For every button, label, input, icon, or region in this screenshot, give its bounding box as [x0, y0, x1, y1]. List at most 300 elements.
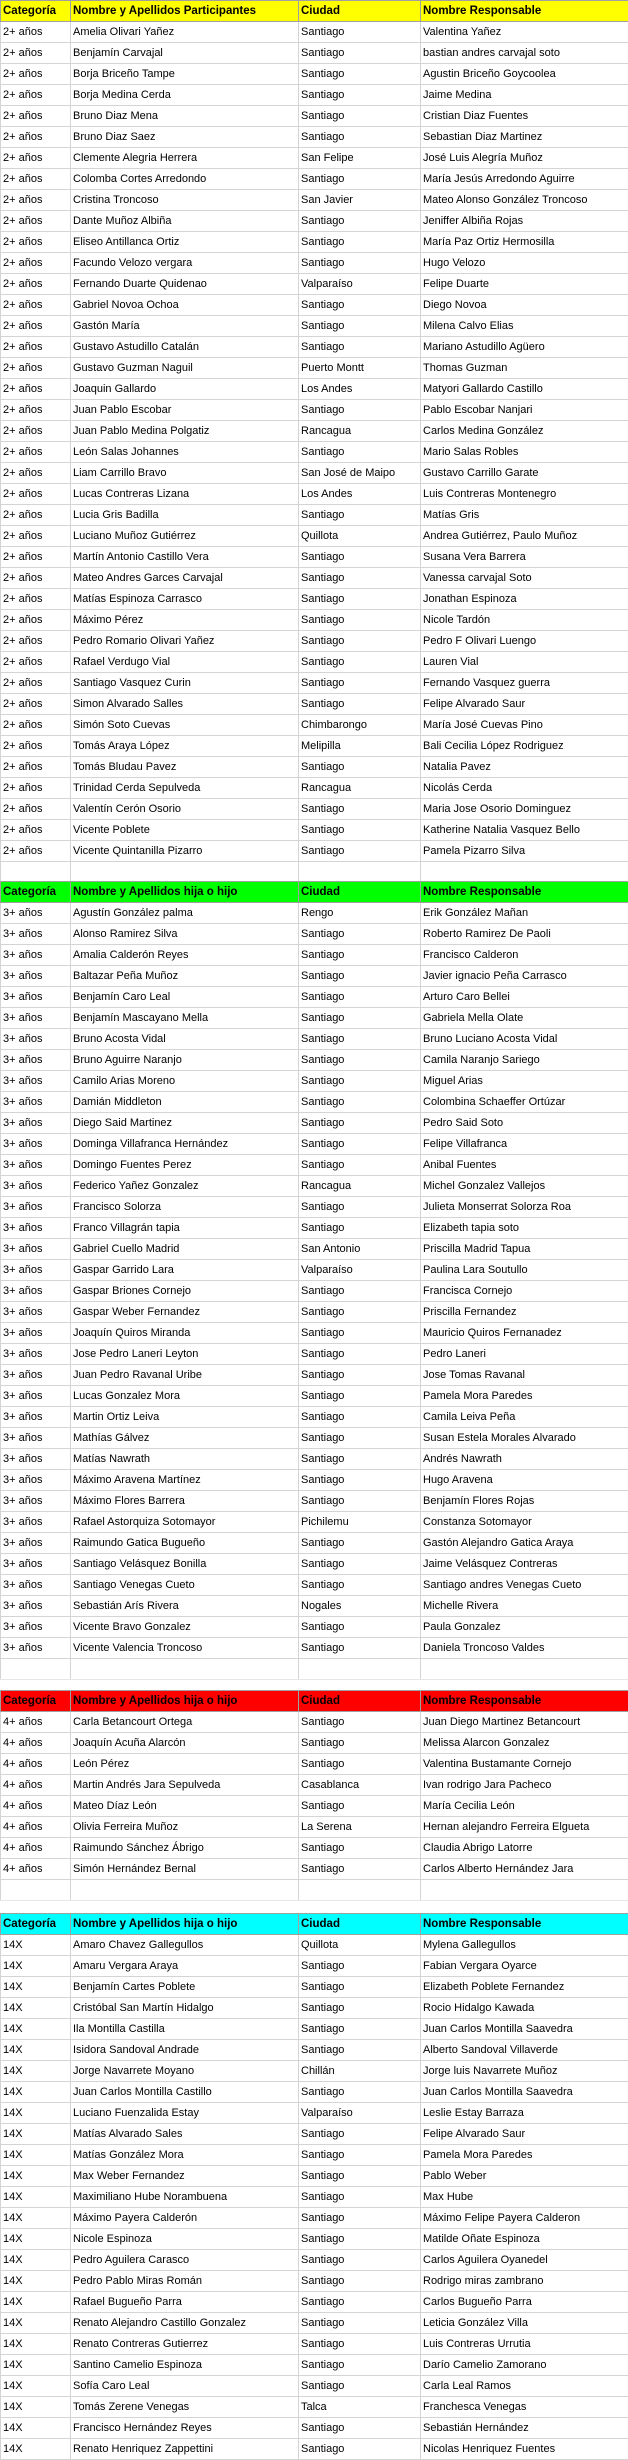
- responsible-cell[interactable]: Pamela Mora Paredes: [421, 2145, 628, 2166]
- participant-cell[interactable]: Renato Henriquez Zappettini: [71, 2439, 299, 2460]
- city-cell[interactable]: Santiago: [299, 610, 421, 631]
- category-cell[interactable]: 14X: [1, 1935, 71, 1956]
- city-cell[interactable]: Santiago: [299, 211, 421, 232]
- participant-cell[interactable]: Lucas Gonzalez Mora: [71, 1386, 299, 1407]
- participant-cell[interactable]: Santiago Venegas Cueto: [71, 1575, 299, 1596]
- participant-cell[interactable]: Pedro Aguilera Carasco: [71, 2250, 299, 2271]
- city-cell[interactable]: Santiago: [299, 841, 421, 862]
- city-cell[interactable]: Santiago: [299, 1977, 421, 1998]
- category-cell[interactable]: 2+ años: [1, 190, 71, 211]
- city-cell[interactable]: Santiago: [299, 1533, 421, 1554]
- participant-cell[interactable]: Benjamín Mascayano Mella: [71, 1008, 299, 1029]
- category-cell[interactable]: 3+ años: [1, 1596, 71, 1617]
- city-cell[interactable]: Santiago: [299, 1470, 421, 1491]
- participant-cell[interactable]: León Salas Johannes: [71, 442, 299, 463]
- participant-cell[interactable]: Máximo Aravena Martínez: [71, 1470, 299, 1491]
- category-cell[interactable]: 3+ años: [1, 1344, 71, 1365]
- responsible-cell[interactable]: Nicolas Henriquez Fuentes: [421, 2439, 628, 2460]
- category-cell[interactable]: 2+ años: [1, 505, 71, 526]
- responsible-cell[interactable]: Pedro Said Soto: [421, 1113, 628, 1134]
- city-cell[interactable]: Rancagua: [299, 421, 421, 442]
- category-cell[interactable]: 4+ años: [1, 1796, 71, 1817]
- responsible-cell[interactable]: Jeniffer Albiña Rojas: [421, 211, 628, 232]
- city-cell[interactable]: Santiago: [299, 673, 421, 694]
- category-cell[interactable]: 14X: [1, 1956, 71, 1977]
- participant-cell[interactable]: Santiago Vasquez Curin: [71, 673, 299, 694]
- category-cell[interactable]: 2+ años: [1, 841, 71, 862]
- participant-cell[interactable]: Vicente Bravo Gonzalez: [71, 1617, 299, 1638]
- participant-cell[interactable]: Pedro Romario Olivari Yañez: [71, 631, 299, 652]
- city-cell[interactable]: Santiago: [299, 316, 421, 337]
- participant-cell[interactable]: Mateo Díaz León: [71, 1796, 299, 1817]
- category-cell[interactable]: 3+ años: [1, 1491, 71, 1512]
- responsible-cell[interactable]: Thomas Guzman: [421, 358, 628, 379]
- city-cell[interactable]: Santiago: [299, 820, 421, 841]
- responsible-cell[interactable]: Paulina Lara Soutullo: [421, 1260, 628, 1281]
- participant-cell[interactable]: Raimundo Sánchez Ábrigo: [71, 1838, 299, 1859]
- category-cell[interactable]: 2+ años: [1, 547, 71, 568]
- participant-cell[interactable]: Valentín Cerón Osorio: [71, 799, 299, 820]
- city-cell[interactable]: Santiago: [299, 1712, 421, 1733]
- participant-cell[interactable]: Mathías Gálvez: [71, 1428, 299, 1449]
- responsible-cell[interactable]: Nicolás Cerda: [421, 778, 628, 799]
- city-cell[interactable]: Santiago: [299, 232, 421, 253]
- responsible-cell[interactable]: Jorge luis Navarrete Muñoz: [421, 2061, 628, 2082]
- responsible-cell[interactable]: Mylena Gallegullos: [421, 1935, 628, 1956]
- participant-cell[interactable]: Isidora Sandoval Andrade: [71, 2040, 299, 2061]
- city-cell[interactable]: Los Andes: [299, 484, 421, 505]
- category-cell[interactable]: 2+ años: [1, 442, 71, 463]
- category-cell[interactable]: 3+ años: [1, 945, 71, 966]
- city-cell[interactable]: Santiago: [299, 2208, 421, 2229]
- responsible-cell[interactable]: Rodrigo miras zambrano: [421, 2271, 628, 2292]
- city-cell[interactable]: Santiago: [299, 2229, 421, 2250]
- participant-cell[interactable]: Simón Hernández Bernal: [71, 1859, 299, 1880]
- category-cell[interactable]: 2+ años: [1, 589, 71, 610]
- category-cell[interactable]: 2+ años: [1, 715, 71, 736]
- responsible-cell[interactable]: Leticia González Villa: [421, 2313, 628, 2334]
- responsible-cell[interactable]: Carlos Aguilera Oyanedel: [421, 2250, 628, 2271]
- category-cell[interactable]: 3+ años: [1, 1113, 71, 1134]
- participant-cell[interactable]: Tomás Zerene Venegas: [71, 2397, 299, 2418]
- empty-cell[interactable]: [71, 862, 299, 883]
- participant-cell[interactable]: León Pérez: [71, 1754, 299, 1775]
- category-cell[interactable]: 3+ años: [1, 1512, 71, 1533]
- city-cell[interactable]: Santiago: [299, 1998, 421, 2019]
- category-cell[interactable]: 2+ años: [1, 799, 71, 820]
- responsible-cell[interactable]: Hugo Velozo: [421, 253, 628, 274]
- participant-cell[interactable]: Tomás Araya López: [71, 736, 299, 757]
- responsible-cell[interactable]: Erik González Mañan: [421, 903, 628, 924]
- participant-cell[interactable]: Benjamín Cartes Poblete: [71, 1977, 299, 1998]
- participant-cell[interactable]: Santino Camelio Espinoza: [71, 2355, 299, 2376]
- category-cell[interactable]: 2+ años: [1, 757, 71, 778]
- participant-cell[interactable]: Jose Pedro Laneri Leyton: [71, 1344, 299, 1365]
- responsible-cell[interactable]: Francisco Calderon: [421, 945, 628, 966]
- participant-cell[interactable]: Matías Alvarado Sales: [71, 2124, 299, 2145]
- city-cell[interactable]: Santiago: [299, 1838, 421, 1859]
- city-cell[interactable]: Puerto Montt: [299, 358, 421, 379]
- city-cell[interactable]: Santiago: [299, 1617, 421, 1638]
- participant-cell[interactable]: Renato Contreras Gutierrez: [71, 2334, 299, 2355]
- responsible-cell[interactable]: Camila Naranjo Sariego: [421, 1050, 628, 1071]
- category-cell[interactable]: 2+ años: [1, 295, 71, 316]
- city-cell[interactable]: Santiago: [299, 2145, 421, 2166]
- responsible-cell[interactable]: Jonathan Espinoza: [421, 589, 628, 610]
- city-cell[interactable]: Santiago: [299, 295, 421, 316]
- city-cell[interactable]: Santiago: [299, 2376, 421, 2397]
- responsible-cell[interactable]: Susana Vera Barrera: [421, 547, 628, 568]
- city-cell[interactable]: Quillota: [299, 1935, 421, 1956]
- category-cell[interactable]: 2+ años: [1, 379, 71, 400]
- responsible-cell[interactable]: Elizabeth Poblete Fernandez: [421, 1977, 628, 1998]
- category-cell[interactable]: 3+ años: [1, 1533, 71, 1554]
- city-cell[interactable]: Pichilemu: [299, 1512, 421, 1533]
- category-cell[interactable]: 2+ años: [1, 463, 71, 484]
- responsible-cell[interactable]: Matías Gris: [421, 505, 628, 526]
- city-cell[interactable]: Santiago: [299, 1733, 421, 1754]
- city-cell[interactable]: Santiago: [299, 987, 421, 1008]
- responsible-cell[interactable]: Hernan alejandro Ferreira Elgueta: [421, 1817, 628, 1838]
- category-cell[interactable]: 2+ años: [1, 694, 71, 715]
- participant-cell[interactable]: Mateo Andres Garces Carvajal: [71, 568, 299, 589]
- category-cell[interactable]: 14X: [1, 2019, 71, 2040]
- category-cell[interactable]: 2+ años: [1, 211, 71, 232]
- city-cell[interactable]: Santiago: [299, 1449, 421, 1470]
- responsible-cell[interactable]: Sebastián Hernández: [421, 2418, 628, 2439]
- participant-cell[interactable]: Max Weber Fernandez: [71, 2166, 299, 2187]
- category-cell[interactable]: 2+ años: [1, 631, 71, 652]
- city-cell[interactable]: Santiago: [299, 1113, 421, 1134]
- city-cell[interactable]: Talca: [299, 2397, 421, 2418]
- city-cell[interactable]: Santiago: [299, 1008, 421, 1029]
- city-cell[interactable]: Santiago: [299, 1956, 421, 1977]
- city-cell[interactable]: Rancagua: [299, 778, 421, 799]
- category-cell[interactable]: 3+ años: [1, 1239, 71, 1260]
- responsible-cell[interactable]: Katherine Natalia Vasquez Bello: [421, 820, 628, 841]
- participant-cell[interactable]: Juan Pedro Ravanal Uribe: [71, 1365, 299, 1386]
- responsible-cell[interactable]: Francisca Cornejo: [421, 1281, 628, 1302]
- responsible-cell[interactable]: Arturo Caro Bellei: [421, 987, 628, 1008]
- participant-cell[interactable]: Máximo Payera Calderón: [71, 2208, 299, 2229]
- city-cell[interactable]: Santiago: [299, 1575, 421, 1596]
- city-cell[interactable]: Santiago: [299, 589, 421, 610]
- category-cell[interactable]: 2+ años: [1, 106, 71, 127]
- responsible-cell[interactable]: Pamela Pizarro Silva: [421, 841, 628, 862]
- participant-cell[interactable]: Amelia Olivari Yañez: [71, 22, 299, 43]
- responsible-cell[interactable]: Ivan rodrigo Jara Pacheco: [421, 1775, 628, 1796]
- category-cell[interactable]: 2+ años: [1, 610, 71, 631]
- category-cell[interactable]: 4+ años: [1, 1775, 71, 1796]
- empty-cell[interactable]: [1, 862, 71, 883]
- responsible-cell[interactable]: Miguel Arias: [421, 1071, 628, 1092]
- city-cell[interactable]: Santiago: [299, 106, 421, 127]
- city-cell[interactable]: Santiago: [299, 2271, 421, 2292]
- category-cell[interactable]: 4+ años: [1, 1712, 71, 1733]
- city-cell[interactable]: Santiago: [299, 1302, 421, 1323]
- responsible-cell[interactable]: Luis Contreras Montenegro: [421, 484, 628, 505]
- category-cell[interactable]: 2+ años: [1, 337, 71, 358]
- participant-cell[interactable]: Sofía Caro Leal: [71, 2376, 299, 2397]
- participant-cell[interactable]: Facundo Velozo vergara: [71, 253, 299, 274]
- participant-cell[interactable]: Clemente Alegria Herrera: [71, 148, 299, 169]
- city-cell[interactable]: La Serena: [299, 1817, 421, 1838]
- responsible-cell[interactable]: Hugo Aravena: [421, 1470, 628, 1491]
- city-cell[interactable]: Valparaíso: [299, 2103, 421, 2124]
- city-cell[interactable]: Santiago: [299, 1218, 421, 1239]
- participant-cell[interactable]: Benjamín Carvajal: [71, 43, 299, 64]
- city-cell[interactable]: Santiago: [299, 1859, 421, 1880]
- category-cell[interactable]: 3+ años: [1, 1029, 71, 1050]
- participant-cell[interactable]: Agustín González palma: [71, 903, 299, 924]
- responsible-cell[interactable]: Alberto Sandoval Villaverde: [421, 2040, 628, 2061]
- responsible-cell[interactable]: Gastón Alejandro Gatica Araya: [421, 1533, 628, 1554]
- city-cell[interactable]: Santiago: [299, 1050, 421, 1071]
- category-cell[interactable]: 2+ años: [1, 358, 71, 379]
- category-cell[interactable]: 14X: [1, 2145, 71, 2166]
- city-cell[interactable]: Santiago: [299, 253, 421, 274]
- participant-cell[interactable]: Luciano Fuenzalida Estay: [71, 2103, 299, 2124]
- city-cell[interactable]: Santiago: [299, 631, 421, 652]
- participant-cell[interactable]: Trinidad Cerda Sepulveda: [71, 778, 299, 799]
- category-cell[interactable]: 2+ años: [1, 316, 71, 337]
- participant-cell[interactable]: Dominga Villafranca Hernández: [71, 1134, 299, 1155]
- responsible-cell[interactable]: Mateo Alonso González Troncoso: [421, 190, 628, 211]
- participant-cell[interactable]: Gaspar Weber Fernandez: [71, 1302, 299, 1323]
- category-cell[interactable]: 14X: [1, 2355, 71, 2376]
- city-cell[interactable]: Santiago: [299, 1754, 421, 1775]
- responsible-cell[interactable]: Claudia Abrigo Latorre: [421, 1838, 628, 1859]
- participant-cell[interactable]: Camilo Arias Moreno: [71, 1071, 299, 1092]
- responsible-cell[interactable]: Maria Jose Osorio Dominguez: [421, 799, 628, 820]
- participant-cell[interactable]: Gabriel Novoa Ochoa: [71, 295, 299, 316]
- city-cell[interactable]: Santiago: [299, 945, 421, 966]
- city-cell[interactable]: Los Andes: [299, 379, 421, 400]
- city-cell[interactable]: Santiago: [299, 1155, 421, 1176]
- city-cell[interactable]: Santiago: [299, 694, 421, 715]
- responsible-cell[interactable]: Priscilla Madrid Tapua: [421, 1239, 628, 1260]
- empty-cell[interactable]: [421, 1659, 628, 1680]
- participant-cell[interactable]: Eliseo Antillanca Ortiz: [71, 232, 299, 253]
- responsible-cell[interactable]: Jaime Velásquez Contreras: [421, 1554, 628, 1575]
- responsible-cell[interactable]: Rocio Hidalgo Kawada: [421, 1998, 628, 2019]
- category-cell[interactable]: 2+ años: [1, 778, 71, 799]
- empty-cell[interactable]: [71, 1880, 299, 1901]
- category-cell[interactable]: 2+ años: [1, 232, 71, 253]
- category-cell[interactable]: 14X: [1, 2103, 71, 2124]
- category-cell[interactable]: 3+ años: [1, 1050, 71, 1071]
- category-cell[interactable]: 14X: [1, 2334, 71, 2355]
- participant-cell[interactable]: Pedro Pablo Miras Román: [71, 2271, 299, 2292]
- responsible-cell[interactable]: María José Cuevas Pino: [421, 715, 628, 736]
- category-cell[interactable]: 3+ años: [1, 1365, 71, 1386]
- responsible-cell[interactable]: Fabian Vergara Oyarce: [421, 1956, 628, 1977]
- city-cell[interactable]: Santiago: [299, 1281, 421, 1302]
- responsible-cell[interactable]: Pedro Laneri: [421, 1344, 628, 1365]
- category-cell[interactable]: 14X: [1, 2040, 71, 2061]
- city-cell[interactable]: Santiago: [299, 924, 421, 945]
- city-cell[interactable]: Santiago: [299, 2019, 421, 2040]
- category-cell[interactable]: 4+ años: [1, 1859, 71, 1880]
- city-cell[interactable]: Rancagua: [299, 1176, 421, 1197]
- participant-cell[interactable]: Vicente Valencia Troncoso: [71, 1638, 299, 1659]
- category-cell[interactable]: 3+ años: [1, 987, 71, 1008]
- category-cell[interactable]: 3+ años: [1, 1008, 71, 1029]
- participant-cell[interactable]: Juan Pablo Medina Polgatiz: [71, 421, 299, 442]
- city-cell[interactable]: Santiago: [299, 2439, 421, 2460]
- participant-cell[interactable]: Martin Andrés Jara Sepulveda: [71, 1775, 299, 1796]
- responsible-cell[interactable]: Mariano Astudillo Agüero: [421, 337, 628, 358]
- city-cell[interactable]: Santiago: [299, 2418, 421, 2439]
- city-cell[interactable]: Santiago: [299, 400, 421, 421]
- participant-cell[interactable]: Carla Betancourt Ortega: [71, 1712, 299, 1733]
- responsible-cell[interactable]: Milena Calvo Elias: [421, 316, 628, 337]
- participant-cell[interactable]: Luciano Muñoz Gutiérrez: [71, 526, 299, 547]
- city-cell[interactable]: Santiago: [299, 652, 421, 673]
- participant-cell[interactable]: Raimundo Gatica Bugueño: [71, 1533, 299, 1554]
- responsible-cell[interactable]: Pedro F Olivari Luengo: [421, 631, 628, 652]
- category-cell[interactable]: 3+ años: [1, 1638, 71, 1659]
- participant-cell[interactable]: Olivia Ferreira Muñoz: [71, 1817, 299, 1838]
- responsible-cell[interactable]: Mario Salas Robles: [421, 442, 628, 463]
- city-cell[interactable]: Santiago: [299, 22, 421, 43]
- participant-cell[interactable]: Matías González Mora: [71, 2145, 299, 2166]
- participant-cell[interactable]: Jorge Navarrete Moyano: [71, 2061, 299, 2082]
- participant-cell[interactable]: Colomba Cortes Arredondo: [71, 169, 299, 190]
- participant-cell[interactable]: Simón Soto Cuevas: [71, 715, 299, 736]
- participant-cell[interactable]: Rafael Astorquiza Sotomayor: [71, 1512, 299, 1533]
- category-cell[interactable]: 3+ años: [1, 1134, 71, 1155]
- responsible-cell[interactable]: Fernando Vasquez guerra: [421, 673, 628, 694]
- participant-cell[interactable]: Maximiliano Hube Norambuena: [71, 2187, 299, 2208]
- participant-cell[interactable]: Máximo Pérez: [71, 610, 299, 631]
- participant-cell[interactable]: Amaru Vergara Araya: [71, 1956, 299, 1977]
- city-cell[interactable]: San Felipe: [299, 148, 421, 169]
- city-cell[interactable]: Santiago: [299, 1365, 421, 1386]
- responsible-cell[interactable]: Benjamín Flores Rojas: [421, 1491, 628, 1512]
- responsible-cell[interactable]: Michelle Rivera: [421, 1596, 628, 1617]
- category-cell[interactable]: 2+ años: [1, 253, 71, 274]
- participant-cell[interactable]: Gustavo Astudillo Catalán: [71, 337, 299, 358]
- category-cell[interactable]: 14X: [1, 2271, 71, 2292]
- empty-cell[interactable]: [421, 1880, 628, 1901]
- responsible-cell[interactable]: Vanessa carvajal Soto: [421, 568, 628, 589]
- participant-cell[interactable]: Tomás Bludau Pavez: [71, 757, 299, 778]
- responsible-cell[interactable]: Camila Leiva Peña: [421, 1407, 628, 1428]
- participant-cell[interactable]: Gustavo Guzman Naguil: [71, 358, 299, 379]
- city-cell[interactable]: Santiago: [299, 1344, 421, 1365]
- responsible-cell[interactable]: Valentina Yañez: [421, 22, 628, 43]
- participant-cell[interactable]: Juan Carlos Montilla Castillo: [71, 2082, 299, 2103]
- category-cell[interactable]: 2+ años: [1, 652, 71, 673]
- participant-cell[interactable]: Amalia Calderón Reyes: [71, 945, 299, 966]
- city-cell[interactable]: Santiago: [299, 1428, 421, 1449]
- participant-cell[interactable]: Joaquín Quiros Miranda: [71, 1323, 299, 1344]
- category-cell[interactable]: 14X: [1, 2187, 71, 2208]
- responsible-cell[interactable]: Natalia Pavez: [421, 757, 628, 778]
- category-cell[interactable]: 4+ años: [1, 1838, 71, 1859]
- participant-cell[interactable]: Franco Villagrán tapia: [71, 1218, 299, 1239]
- category-cell[interactable]: 2+ años: [1, 22, 71, 43]
- category-cell[interactable]: 2+ años: [1, 484, 71, 505]
- participant-cell[interactable]: Gastón María: [71, 316, 299, 337]
- empty-cell[interactable]: [1, 1659, 71, 1680]
- category-cell[interactable]: 3+ años: [1, 1176, 71, 1197]
- responsible-cell[interactable]: Gustavo Carrillo Garate: [421, 463, 628, 484]
- responsible-cell[interactable]: Carla Leal Ramos: [421, 2376, 628, 2397]
- participant-cell[interactable]: Bruno Aguirre Naranjo: [71, 1050, 299, 1071]
- participant-cell[interactable]: Simon Alvarado Salles: [71, 694, 299, 715]
- city-cell[interactable]: Santiago: [299, 64, 421, 85]
- city-cell[interactable]: San Javier: [299, 190, 421, 211]
- category-cell[interactable]: 3+ años: [1, 1260, 71, 1281]
- category-cell[interactable]: 3+ años: [1, 924, 71, 945]
- responsible-cell[interactable]: Andrea Gutiérrez, Paulo Muñoz: [421, 526, 628, 547]
- responsible-cell[interactable]: Pablo Escobar Nanjari: [421, 400, 628, 421]
- category-cell[interactable]: 14X: [1, 2229, 71, 2250]
- participant-cell[interactable]: Rafael Verdugo Vial: [71, 652, 299, 673]
- city-cell[interactable]: Santiago: [299, 2187, 421, 2208]
- responsible-cell[interactable]: Franchesca Venegas: [421, 2397, 628, 2418]
- participant-cell[interactable]: Alonso Ramirez Silva: [71, 924, 299, 945]
- city-cell[interactable]: Santiago: [299, 1134, 421, 1155]
- responsible-cell[interactable]: Juan Carlos Montilla Saavedra: [421, 2082, 628, 2103]
- responsible-cell[interactable]: Elizabeth tapia soto: [421, 1218, 628, 1239]
- empty-cell[interactable]: [1, 1880, 71, 1901]
- participant-cell[interactable]: Bruno Diaz Saez: [71, 127, 299, 148]
- responsible-cell[interactable]: Jaime Medina: [421, 85, 628, 106]
- category-cell[interactable]: 3+ años: [1, 966, 71, 987]
- city-cell[interactable]: Santiago: [299, 2334, 421, 2355]
- participant-cell[interactable]: Federico Yañez Gonzalez: [71, 1176, 299, 1197]
- responsible-cell[interactable]: Lauren Vial: [421, 652, 628, 673]
- responsible-cell[interactable]: Felipe Villafranca: [421, 1134, 628, 1155]
- empty-cell[interactable]: [299, 1880, 421, 1901]
- city-cell[interactable]: Santiago: [299, 2250, 421, 2271]
- responsible-cell[interactable]: Máximo Felipe Payera Calderon: [421, 2208, 628, 2229]
- category-cell[interactable]: 14X: [1, 2397, 71, 2418]
- category-cell[interactable]: 2+ años: [1, 148, 71, 169]
- category-cell[interactable]: 3+ años: [1, 1428, 71, 1449]
- city-cell[interactable]: Nogales: [299, 1596, 421, 1617]
- category-cell[interactable]: 14X: [1, 1977, 71, 1998]
- participant-cell[interactable]: Liam Carrillo Bravo: [71, 463, 299, 484]
- responsible-cell[interactable]: Luis Contreras Urrutia: [421, 2334, 628, 2355]
- category-cell[interactable]: 2+ años: [1, 169, 71, 190]
- participant-cell[interactable]: Baltazar Peña Muñoz: [71, 966, 299, 987]
- responsible-cell[interactable]: Melissa Alarcon Gonzalez: [421, 1733, 628, 1754]
- responsible-cell[interactable]: María Paz Ortiz Hermosilla: [421, 232, 628, 253]
- city-cell[interactable]: San José de Maipo: [299, 463, 421, 484]
- participant-cell[interactable]: Gaspar Garrido Lara: [71, 1260, 299, 1281]
- city-cell[interactable]: Santiago: [299, 505, 421, 526]
- participant-cell[interactable]: Lucia Gris Badilla: [71, 505, 299, 526]
- responsible-cell[interactable]: Carlos Medina González: [421, 421, 628, 442]
- city-cell[interactable]: Melipilla: [299, 736, 421, 757]
- category-cell[interactable]: 2+ años: [1, 85, 71, 106]
- participant-cell[interactable]: Martín Antonio Castillo Vera: [71, 547, 299, 568]
- category-cell[interactable]: 2+ años: [1, 421, 71, 442]
- city-cell[interactable]: Rengo: [299, 903, 421, 924]
- responsible-cell[interactable]: Leslie Estay Barraza: [421, 2103, 628, 2124]
- category-cell[interactable]: 14X: [1, 2418, 71, 2439]
- responsible-cell[interactable]: Carlos Bugueño Parra: [421, 2292, 628, 2313]
- category-cell[interactable]: 3+ años: [1, 1386, 71, 1407]
- participant-cell[interactable]: Borja Medina Cerda: [71, 85, 299, 106]
- empty-cell[interactable]: [421, 862, 628, 883]
- category-cell[interactable]: 3+ años: [1, 1302, 71, 1323]
- participant-cell[interactable]: Renato Alejandro Castillo Gonzalez: [71, 2313, 299, 2334]
